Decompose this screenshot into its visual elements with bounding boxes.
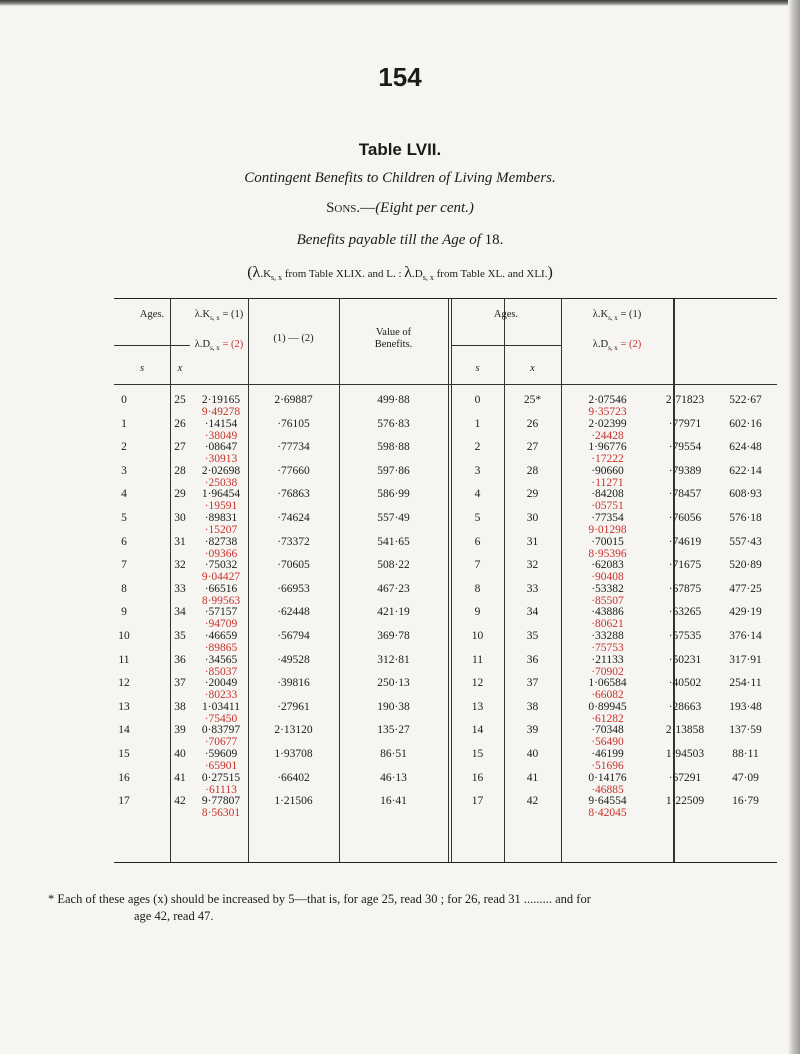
header-d-rhs: = (2) [222,339,244,350]
table-cell-d: ·70677 [204,736,238,749]
table-cell-k: ·70348 [591,724,624,737]
table-cell-x: 35 [526,630,539,642]
table-cell-diff: ·50231 [668,653,702,666]
table-cell-x: 35 [174,630,186,642]
table-cell-d: ·11271 [591,476,624,489]
table-cell-d: 8·95396 [588,547,627,560]
table-cell-value: 193·48 [729,700,762,713]
table-cell-x: 41 [174,771,186,784]
table-cell-d: ·85507 [591,594,624,607]
table-cell-value: 622·14 [729,464,762,477]
table-cell-value: 522·67 [729,394,762,406]
table-cell-k: ·34565 [204,653,238,666]
table-cell-s: 15 [118,748,130,760]
table-cell-d: 8·99563 [201,594,241,607]
table-cell-diff: ·77734 [277,441,310,454]
table-cell-diff: 2·69887 [274,394,313,406]
table-cell-d: 9·35723 [588,406,627,418]
table-cell-d: ·24428 [591,429,624,442]
table-cell-value: 624·48 [729,441,762,454]
table-cell-k: ·20049 [204,677,238,690]
table-cell-value: 602·16 [729,417,762,430]
table-cell-x: 29 [526,488,539,501]
table-cell-x: 37 [174,677,186,690]
table-cell-s: 5 [474,512,481,524]
table-cell-diff: ·74624 [277,512,310,524]
header-value-2: Benefits. [374,339,413,350]
sons-label: Sons.— [326,200,376,216]
header-x: x [177,363,183,374]
table-cell-value: 557·43 [729,535,762,548]
table-cell-s: 13 [118,700,130,713]
table-subtitle: Contingent Benefits to Children of Living Members. [244,170,556,186]
table-cell-k: 2·02698 [201,464,241,477]
table-cell-diff: ·77971 [668,417,702,430]
table-cell-diff: ·67875 [668,582,702,595]
table-cell-value: 586·99 [377,488,410,501]
table-cell-s: 16 [471,771,484,784]
table-cell-diff: 2·13858 [665,724,705,737]
table-cell-value: 467·23 [377,582,410,595]
table-cell-value: 541·65 [377,535,410,548]
table-cell-d: ·85037 [204,665,238,678]
table-cell-diff: ·66953 [277,582,310,595]
table-cell-x: 38 [174,700,186,713]
table-cell-k: ·43886 [591,606,624,619]
table-cell-s: 1 [474,417,481,430]
table-cell-s: 7 [121,559,127,572]
table-cell-diff: ·28663 [668,700,702,713]
table-cell-k: 0·14176 [588,771,627,784]
table-cell-s: 0 [474,394,481,406]
header-k-rhs: = (1) [222,309,244,320]
table-cell-d: ·56490 [591,736,624,749]
table-cell-diff: ·67291 [668,771,702,784]
table-cell-value: 16·79 [732,795,759,808]
table-cell-d: ·66082 [591,689,624,702]
table-cell-diff: 1·22509 [665,795,705,808]
table-cell-diff: ·63265 [668,606,702,619]
table-cell-s: 8 [474,582,481,595]
table-cell-k: 9·77807 [201,795,241,808]
table-cell-diff: ·76863 [277,488,310,501]
table-cell-x: 32 [526,559,539,572]
footnote [48,891,788,925]
table-cell-k: ·46659 [204,630,238,642]
header-d-sub: s, x [608,344,618,353]
table-cell-x: 32 [174,559,186,572]
table-cell-k: 9·64554 [588,795,627,808]
table-cell-value: 254·11 [729,677,762,690]
table-cell-k: ·75032 [204,559,238,572]
table-cell-diff: ·78457 [668,488,702,501]
table-cell-x: 27 [174,441,186,454]
header-ages-right: Ages. [493,309,519,320]
table-cell-x: 34 [174,606,186,619]
table-cell-s: 4 [121,488,127,501]
table-cell-value: 557·49 [377,512,410,524]
table-cell-k: ·89831 [204,512,238,524]
ages-sub-rule [114,345,190,346]
table-cell-k: ·46199 [591,748,624,760]
table-cell-d: ·09366 [204,547,238,560]
table-cell-value: 46·13 [380,771,407,784]
footnote-line-1: * Each of these ages (x) should be increased by 5—that is, for age 25, read 30 ; for 26, read 31 ......... and for [48,892,591,906]
table-cell-value: 520·89 [729,559,762,572]
header-d [190,339,248,354]
header-d-rhs: = (2) [620,339,642,350]
page-number: 154 [378,62,422,92]
table-cell-diff: ·73372 [277,535,310,548]
table-cell-x: 36 [174,653,186,666]
table-cell-k: ·14154 [204,417,238,430]
table-cell-value: 135·27 [377,724,410,737]
table-cell-value: 597·86 [377,464,410,477]
table-cell-s: 3 [474,464,481,477]
header-ages: Ages. [139,309,165,320]
table-cell-diff: ·66402 [277,771,310,784]
header-k-sub: s, x [608,314,618,323]
source-part2: from Table XL. and XLI. [436,268,548,280]
table-cell-diff: 1·21506 [274,795,313,808]
header-s: s [139,363,145,374]
table-cell-x: 26 [174,417,186,430]
table-cell-d: ·17222 [591,453,624,466]
table-cell-d: ·90408 [591,571,624,584]
table-cell-value: 508·22 [377,559,410,572]
table-cell-d: ·38049 [204,429,238,442]
header-k-rhs: = (1) [620,309,642,320]
table-cell-s: 12 [118,677,130,690]
page-top-edge [0,0,800,6]
table-cell-value: 499·88 [377,394,410,406]
table-cell-x: 39 [174,724,186,737]
table-cell-s: 13 [471,700,484,713]
table-cell-k: 1·06584 [588,677,627,690]
table-cell-x: 25* [523,394,542,406]
table-cell-k: ·21133 [591,653,624,666]
table-cell-s: 2 [474,441,481,454]
table-cell-d: 8·56301 [201,807,241,820]
benefits-text: Benefits payable till the Age of [296,232,481,248]
source-part1: from Table XLIX. and L. : [284,268,402,280]
table-cell-x: 33 [174,582,186,595]
sons-line [0,200,800,217]
table-cell-diff: ·39816 [277,677,310,690]
table-cell-d: ·61113 [205,783,237,796]
table-cell-x: 31 [526,535,539,548]
data-table [114,298,777,863]
table-cell-value: 47·09 [732,771,759,784]
table-cell-x: 42 [174,795,186,808]
table-cell-d: ·65901 [204,760,238,772]
table-cell-k: 2·19165 [201,394,241,406]
table-cell-x: 40 [174,748,186,760]
table-cell-value: 16·41 [380,795,407,808]
table-cell-x: 38 [526,700,539,713]
table-cell-s: 8 [121,582,127,595]
table-cell-d: ·19591 [204,500,238,513]
table-cell-value: 88·11 [732,748,759,760]
table-cell-value: 369·78 [377,630,410,642]
header-x-right: x [530,363,535,374]
table-cell-d: ·75450 [204,712,238,725]
table-cell-s: 17 [471,795,484,808]
table-cell-s: 11 [471,653,484,666]
table-cell-k: 0·27515 [201,771,241,784]
table-cell-k: ·77354 [591,512,624,524]
table-cell-k: ·62083 [591,559,624,572]
table-cell-d: ·15207 [204,524,238,536]
table-cell-s: 15 [471,748,484,760]
table-cell-diff: ·79389 [668,464,702,477]
table-cell-d: ·61282 [591,712,624,725]
table-cell-d: 9·49278 [201,406,241,418]
table-cell-s: 7 [474,559,481,572]
table-cell-diff: ·79554 [668,441,702,454]
header-s-right: s [475,363,480,374]
table-cell-k: ·70015 [591,535,624,548]
table-cell-value: 477·25 [729,582,762,595]
table-cell-d: ·05751 [591,500,624,513]
table-cell-diff: 2·13120 [274,724,313,737]
header-k-sub: s, x [210,314,220,323]
table-cell-k: ·33288 [591,630,624,642]
table-cell-d: ·46885 [591,783,624,796]
table-cell-x: 29 [174,488,186,501]
table-cell-k: 1·96776 [588,441,627,454]
table-cell-s: 14 [471,724,484,737]
table-cell-value: 250·13 [377,677,410,690]
benefits-line [0,232,800,249]
table-cell-x: 40 [526,748,539,760]
table-cell-d: 9·01298 [588,524,627,536]
table-cell-k: 1·96454 [201,488,241,501]
table-cell-s: 9 [121,606,127,619]
table-cell-s: 14 [118,724,130,737]
header-d-formula: λ.D [592,339,609,350]
benefits-age: 18. [484,232,504,248]
table-cell-x: 26 [526,417,539,430]
table-cell-s: 10 [118,630,130,642]
header-rule [114,384,777,385]
table-cell-value: 376·14 [729,630,762,642]
table-cell-s: 16 [118,771,130,784]
table-cell-value: 312·81 [377,653,410,666]
source-line: ($\lambda.K_{s, x}$ from Table XLIX. and L. : $\lambda.D_{s, x}$ from Table XL. and XLI.) [247,264,553,283]
table-cell-k: 0·83797 [201,724,241,737]
table-cell-s: 10 [471,630,484,642]
table-cell-s: 0 [121,394,127,406]
table-cell-k: 0·89945 [588,700,627,713]
table-cell-x: 30 [174,512,186,524]
header-d-right [561,339,673,354]
table-cell-k: ·82738 [204,535,238,548]
table-cell-x: 30 [526,512,539,524]
table-cell-x: 42 [526,795,539,808]
header-d-formula: λ.D [194,339,211,350]
table-cell-k: ·84208 [591,488,624,501]
table-cell-diff: 2·71823 [665,394,705,406]
table-cell-d: ·30913 [204,453,238,466]
table-cell-k: ·57157 [204,606,238,619]
table-cell-d: 8·42045 [588,807,627,820]
table-cell-diff: ·57535 [668,630,702,642]
table-cell-diff: ·76056 [668,512,702,524]
table-cell-k: ·59609 [204,748,238,760]
table-cell-x: 25 [174,394,186,406]
table-cell-x: 37 [526,677,539,690]
table-cell-value: 86·51 [380,748,407,760]
table-cell-s: 9 [474,606,481,619]
header-value-1: Value of [375,327,412,338]
table-cell-x: 33 [526,582,539,595]
table-cell-k: ·53382 [591,582,624,595]
table-cell-d: ·80621 [591,618,624,631]
table-cell-k: ·08647 [204,441,238,454]
table-cell-k: ·90660 [591,464,624,477]
table-cell-diff: ·49528 [277,653,310,666]
table-cell-k: 2·02399 [588,417,627,430]
table-cell-s: 2 [121,441,127,454]
table-cell-diff: 1·93708 [274,748,313,760]
table-cell-s: 17 [118,795,130,808]
table-cell-s: 3 [121,464,127,477]
table-cell-diff: ·74619 [668,535,702,548]
table-cell-d: ·25038 [204,476,238,489]
table-cell-k: ·66516 [204,582,238,595]
table-cell-x: 31 [174,535,186,548]
table-cell-x: 39 [526,724,539,737]
table-cell-x: 41 [526,771,539,784]
ages-sub-rule [451,345,561,346]
table-cell-x: 36 [526,653,539,666]
header-k-formula: λ.K [592,309,609,320]
table-cell-d: ·94709 [204,618,238,631]
table-cell-value: 576·18 [729,512,762,524]
table-cell-diff: ·40502 [668,677,702,690]
table-cell-k: 2·07546 [588,394,627,406]
table-cell-s: 6 [121,535,127,548]
table-cell-x: 28 [174,464,186,477]
table-cell-s: 6 [474,535,481,548]
table-cell-diff: ·71675 [668,559,702,572]
header-k [190,309,248,324]
table-cell-value: 429·19 [729,606,762,619]
table-cell-d: ·89865 [204,642,238,654]
table-cell-x: 27 [526,441,539,454]
table-cell-diff: ·27961 [277,700,310,713]
table-cell-value: 190·38 [377,700,410,713]
footnote-line-2: age 42, read 47. [134,909,214,923]
table-cell-s: 5 [121,512,127,524]
header-k-right [561,309,673,324]
table-cell-s: 1 [121,417,127,430]
table-cell-d: ·75753 [591,642,624,654]
table-cell-value: 598·88 [377,441,410,454]
table-cell-value: 317·91 [729,653,762,666]
table-cell-d: ·80233 [204,689,238,702]
sons-rate: (Eight per cent.) [375,200,474,216]
table-cell-diff: ·62448 [277,606,310,619]
table-cell-value: 137·59 [729,724,762,737]
table-cell-s: 11 [118,653,130,666]
table-cell-diff: ·70605 [277,559,310,572]
table-cell-s: 4 [474,488,481,501]
table-cell-k: 1·03411 [202,700,240,713]
header-d-sub: s, x [210,344,220,353]
table-cell-diff: ·77660 [277,464,310,477]
table-cell-d: ·70902 [591,665,624,678]
header-k-formula: λ.K [194,309,211,320]
table-cell-x: 34 [526,606,539,619]
table-cell-diff: ·76105 [277,417,310,430]
table-cell-d: 9·04427 [201,571,241,584]
table-cell-d: ·51696 [591,760,624,772]
table-title: Table LVII. [358,140,442,159]
table-cell-diff: ·56794 [277,630,310,642]
table-cell-value: 421·19 [377,606,410,619]
header-diff: (1) — (2) [273,333,314,344]
table-cell-value: 608·93 [729,488,762,501]
table-cell-x: 28 [526,464,539,477]
table-cell-diff: 1·94503 [665,748,705,760]
table-cell-s: 12 [471,677,484,690]
table-cell-value: 576·83 [377,417,410,430]
